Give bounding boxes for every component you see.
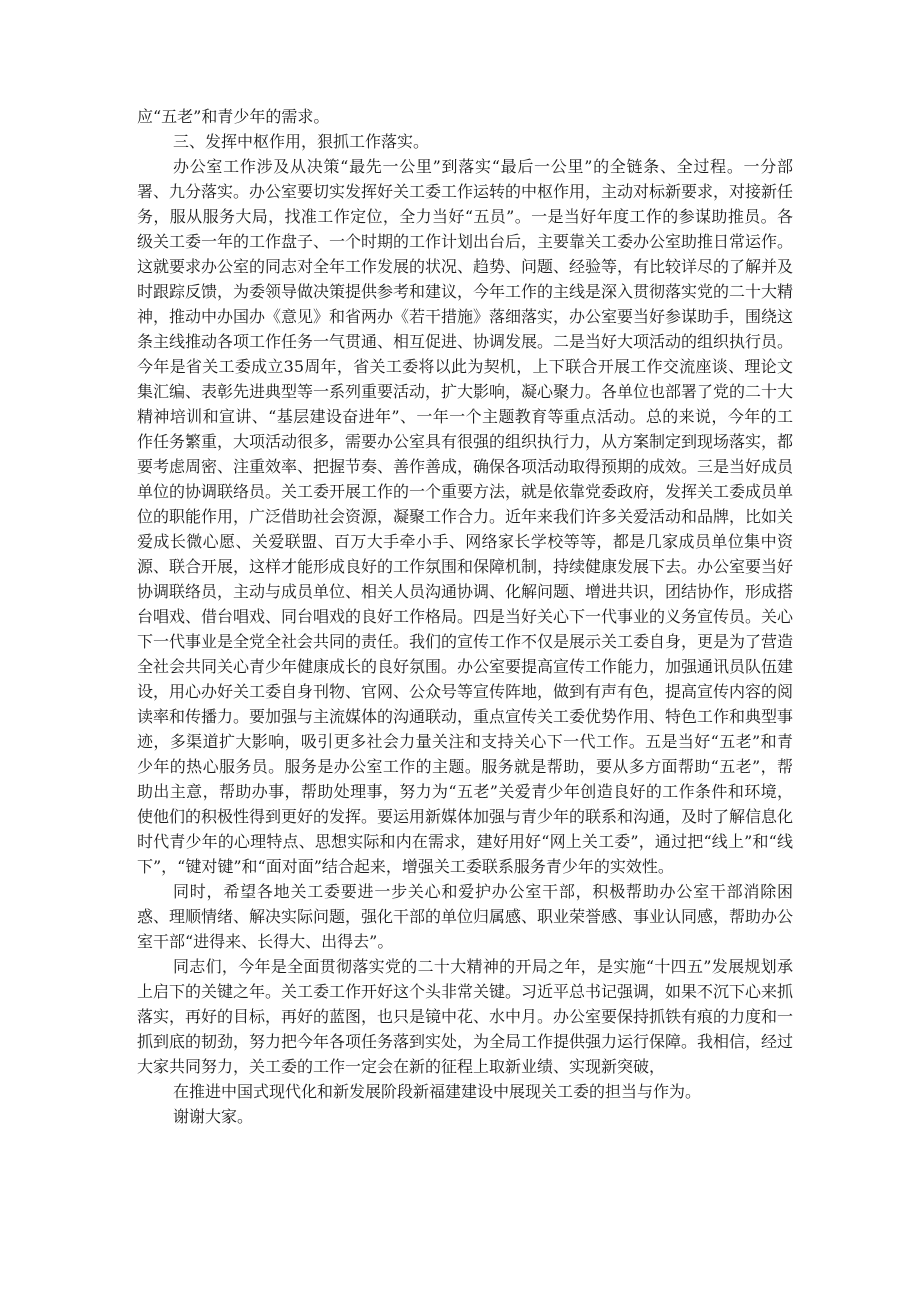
paragraph-thanks: 谢谢大家。 (173, 1107, 254, 1126)
paragraph-closing-remarks: 同志们，今年是全面贯彻落实党的二十大精神的开局之年，是实施“十四五”发展规划承上启下的关键之年。关工委工作开好这个头非常关键。习近平总书记强调，如果不沉下心来抓落实，再好的目标，再好的蓝图，也只是镜中花、水中月。办公室要保持抓铁有痕的力度和一抓到底的韧劲，努力把今年各项任务落到实处，为全局工作提供强力运行保障。我相信，经过大家共同努力，关工委的工作一定会在新的征程上取新业绩、实现新突破， (137, 957, 794, 1076)
paragraph-closing-line: 在推进中国式现代化和新发展阶段新福建建设中展现关工委的担当与作为。 (173, 1082, 702, 1101)
section-heading: 三、发挥中枢作用，狠抓工作落实。 (173, 132, 430, 151)
paragraph-office-role: 办公室工作涉及从决策“最先一公里”到落实“最后一公里”的全链条、全过程。一分部署、九分落实。办公室要切实发挥好关工委工作运转的中枢作用，主动对标新要求，对接新任务，服从服务大局，找准工作定位，全力当好“五员”。一是当好年度工作的参谋助推员。各级关工委一年的工作盘子、一个时期的工作计划出台后，主要靠关工委办公室助推日常运作。这就要求办公室的同志对全年工作发展的状况、趋势、问题、经验等，有比较详尽的了解并及时跟踪反馈，为委领导做决策提供参考和建议，今年工作的主线是深入贯彻落实党的二十大精神，推动中办国办《意见》和省两办《若干措施》落细落实，办公室要当好参谋助手，围绕这条主线推动各项工作任务一气贯通、相互促进、协调发展。二是当好大项活动的组织执行员。今年是省关工委成立35周年，省关工委将以此为契机，上下联合开展工作交流座谈、理论文集汇编、表彰先进典型等一系列重要活动，扩大影响，凝心聚力。各单位也部署了党的二十大精神培训和宣讲、“基层建设奋进年”、一年一个主题教育等重点活动。总的来说，今年的工作任务繁重，大项活动很多，需要办公室具有很强的组织执行力，从方案制定到现场落实，都要考虑周密、注重效率、把握节奏、善作善成，确保各项活动取得预期的成效。三是当好成员单位的协调联络员。关工委开展工作的一个重要方法，就是依靠党委政府，发挥关工委成员单位的职能作用，广泛借助社会资源，凝聚工作合力。近年来我们许多关爱活动和品牌，比如关爱成长微心愿、关爱联盟、百万大手牵小手、网络家长学校等等，都是几家成员单位集中资源、联合开展，这样才能形成良好的工作氛围和保障机制，持续健康发展下去。办公室要当好协调联络员，主动与成员单位、相关人员沟通协调、化解问题、增进共识，团结协作，形成搭台唱戏、借台唱戏、同台唱戏的良好工作格局。四是当好关心下一代事业的义务宣传员。关心下一代事业是全党全社会共同的责任。我们的宣传工作不仅是展示关工委自身，更是为了营造全社会共同关心青少年健康成长的良好氛围。办公室要提高宣传工作能力，加强通讯员队伍建设，用心办好关工委自身刊物、官网、公众号等宣传阵地，做到有声有色，提高宣传内容的阅读率和传播力。要加强与主流媒体的沟通联动，重点宣传关工委优势作用、特色工作和典型事迹，多渠道扩大影响，吸引更多社会力量关注和支持关心下一代工作。五是当好“五老”和青少年的热心服务员。服务是办公室工作的主题。服务就是帮助，要从多方面帮助“五老”，帮助出主意，帮助办事，帮助处理事，努力为“五老”关爱青少年创造良好的工作条件和环境，使他们的积极性得到更好的发挥。要运用新媒体加强与青少年的联系和沟通，及时了解信息化时代青少年的心理特点、思想实际和内在需求，建好用好“网上关工委”，通过把“线上”和“线下”，“键对键”和“面对面”结合起来，增强关工委联系服务青少年的实效性。 (137, 157, 794, 876)
paragraph-care-for-staff: 同时，希望各地关工委要进一步关心和爱护办公室干部，积极帮助办公室干部消除困惑、理顺情绪、解决实际问题，强化干部的单位归属感、职业荣誉感、事业认同感，帮助办公室干部“进得来、长得大、出得去”。 (137, 882, 794, 951)
document-body (137, 104, 793, 1129)
paragraph-continuation: 应“五老”和青少年的需求。 (137, 107, 330, 126)
